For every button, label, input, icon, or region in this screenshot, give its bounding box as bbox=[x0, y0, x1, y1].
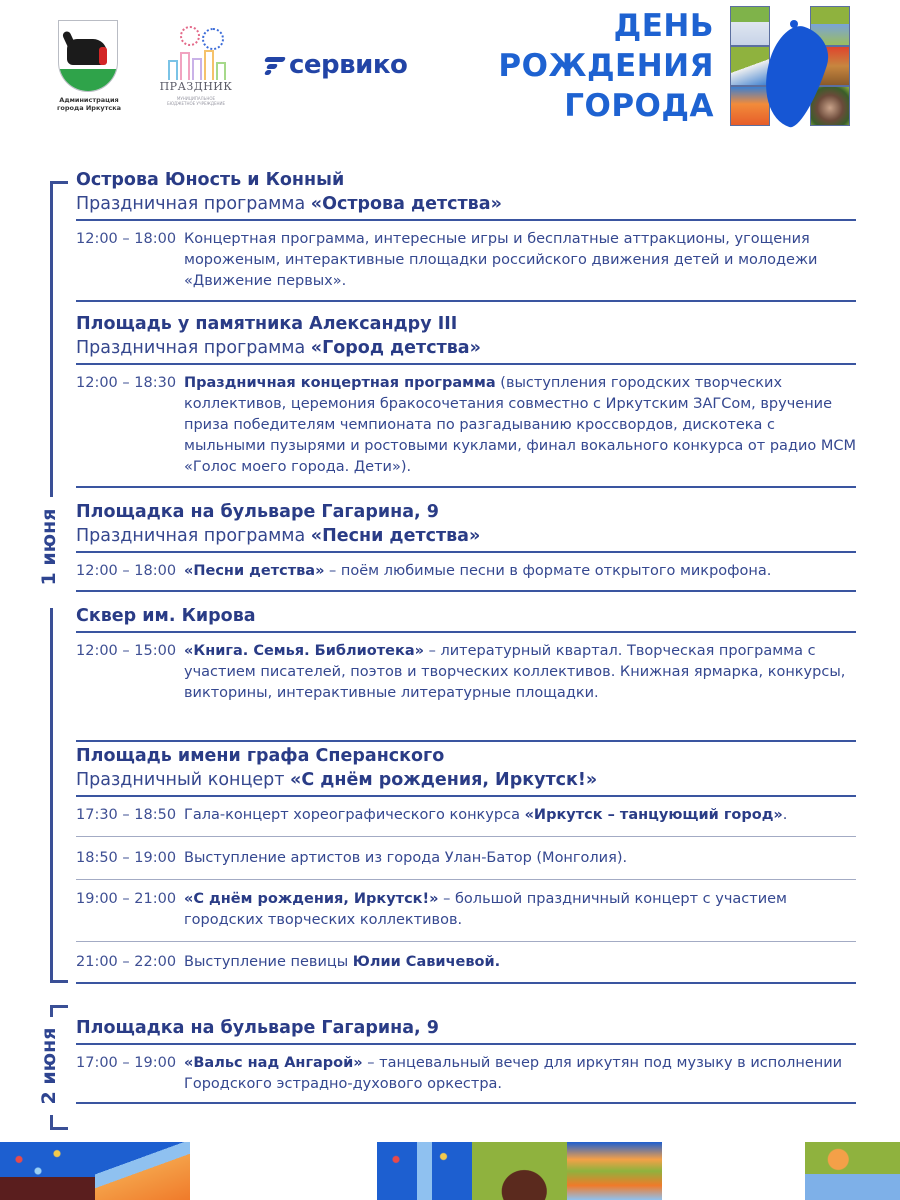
schedule-item bbox=[76, 553, 856, 582]
schedule-item bbox=[76, 1045, 856, 1095]
venue-section bbox=[76, 500, 856, 592]
section-divider bbox=[76, 982, 856, 984]
serviko-logo-icon bbox=[263, 55, 285, 75]
venue-title: Сквер им. Кирова bbox=[76, 606, 256, 626]
coat-of-arms-icon bbox=[58, 20, 118, 92]
prazdnik-logo bbox=[158, 24, 234, 114]
venue-title: Площадка на бульваре Гагарина, 9 bbox=[76, 502, 439, 522]
schedule-item bbox=[76, 633, 856, 704]
item-time: 17:30 – 18:50 bbox=[76, 807, 177, 823]
title-line-2: РОЖДЕНИЯ bbox=[498, 48, 714, 84]
admin-logo-caption: Администрация города Иркутска bbox=[56, 96, 122, 112]
item-time: 12:00 – 15:00 bbox=[76, 643, 177, 659]
item-time: 12:00 – 18:00 bbox=[76, 231, 177, 247]
admin-irkutsk-logo bbox=[56, 20, 122, 115]
item-description: «Песни детства» – поём любимые песни в формате открытого микрофона. bbox=[184, 563, 772, 579]
day2-date-label: 2 июня bbox=[38, 1027, 60, 1105]
section-divider bbox=[76, 1102, 856, 1104]
venue-title: Площадь у памятника Александру III bbox=[76, 314, 458, 334]
item-time: 19:00 – 21:00 bbox=[76, 891, 177, 907]
item-description: Выступление певицы Юлии Савичевой. bbox=[184, 954, 501, 970]
tower-illustration-icon bbox=[377, 1142, 472, 1200]
day1-bracket-lower bbox=[50, 608, 53, 983]
section-divider bbox=[76, 590, 856, 592]
venue-section bbox=[76, 312, 856, 488]
venue-title: Площадь имени графа Сперанского bbox=[76, 746, 445, 766]
item-description: «Книга. Семья. Библиотека» – литературный квартал. Творческая программа с участием писателей, поэтов и творческих коллективов. Книжная ярмарка, конкурсы, викторины, интерактивные литературные площадки. bbox=[184, 643, 846, 701]
item-time: 18:50 – 19:00 bbox=[76, 850, 177, 866]
day1-date-label: 1 июня bbox=[38, 508, 60, 586]
bottom-illustration-center bbox=[377, 1142, 662, 1200]
item-description: Праздничная концертная программа (выступления городских творческих коллективов, церемония бракосочетания совместно с Иркутским ЗАГСом, вручение приза победителям чемпионата по разгадыванию кроссвордов, дискотека с мыльными пузырями и ростовыми куклами, финал вокального конкурса от радио МСМ «Голос моего города. Дети»). bbox=[184, 375, 857, 475]
title-line-3: ГОРОДА bbox=[564, 88, 714, 124]
prazdnik-logo-subtitle: МУНИЦИПАЛЬНОЕ БЮДЖЕТНОЕ УЧРЕЖДЕНИЕ bbox=[166, 96, 226, 106]
venue-section bbox=[76, 168, 856, 302]
item-description: Концертная программа, интересные игры и бесплатные аттракционы, угощения мороженым, интерактивные площадки российского движения детей и молодежи «Движение первых». bbox=[184, 231, 818, 289]
city-collage-icon bbox=[730, 6, 852, 126]
section-divider bbox=[76, 300, 856, 302]
venue-section bbox=[76, 604, 856, 704]
program-title: Праздничный концерт «С днём рождения, Иркутск!» bbox=[76, 770, 598, 790]
section-divider bbox=[76, 486, 856, 488]
program-title: Праздничная программа «Песни детства» bbox=[76, 526, 481, 546]
item-description: «Вальс над Ангарой» – танцевальный вечер для иркутян под музыку в исполнении Городского эстрадно-духового оркестра. bbox=[184, 1055, 843, 1092]
day2-bracket-bottom-tick bbox=[50, 1127, 68, 1130]
title-line-1: ДЕНЬ bbox=[613, 8, 714, 44]
schedule-item bbox=[76, 837, 856, 869]
item-description: Выступление артистов из города Улан-Батор (Монголия). bbox=[184, 850, 628, 866]
header bbox=[0, 0, 900, 140]
item-time: 12:00 – 18:00 bbox=[76, 563, 177, 579]
ship-illustration-icon bbox=[0, 1142, 95, 1200]
venue-title: Площадка на бульваре Гагарина, 9 bbox=[76, 1018, 439, 1038]
babr-illustration-icon bbox=[472, 1142, 567, 1200]
day1-bracket-bottom-tick bbox=[50, 980, 68, 983]
boat-illustration-icon bbox=[567, 1142, 662, 1200]
bottom-illustration-right bbox=[805, 1142, 900, 1200]
item-description: «С днём рождения, Иркутск!» – большой праздничный концерт с участием городских творческих коллективов. bbox=[184, 891, 787, 928]
building-illustration-icon bbox=[95, 1142, 190, 1200]
schedule-item bbox=[76, 880, 856, 931]
prazdnik-logo-name: ПРАЗДНИК bbox=[159, 80, 233, 93]
schedule-item bbox=[76, 797, 856, 826]
item-time: 12:00 – 18:30 bbox=[76, 375, 177, 391]
day1-bracket-upper bbox=[50, 181, 53, 497]
item-time: 21:00 – 22:00 bbox=[76, 954, 177, 970]
serviko-logo bbox=[263, 50, 407, 80]
program-title: Праздничная программа «Город детства» bbox=[76, 338, 481, 358]
section-divider bbox=[76, 740, 856, 742]
bottom-illustration-left bbox=[0, 1142, 190, 1200]
prazdnik-logo-icon bbox=[166, 26, 228, 80]
venue-title: Острова Юность и Конный bbox=[76, 170, 345, 190]
item-time: 17:00 – 19:00 bbox=[76, 1055, 177, 1071]
serviko-logo-text: сервико bbox=[289, 50, 408, 80]
day2-bracket-upper bbox=[50, 1005, 53, 1017]
venue-section bbox=[76, 1016, 856, 1104]
dam-illustration-icon bbox=[805, 1142, 900, 1200]
schedule-item bbox=[76, 365, 856, 478]
page-title bbox=[498, 6, 714, 126]
venue-section bbox=[76, 740, 856, 984]
item-description: Гала-концерт хореографического конкурса «Иркутск – танцующий город». bbox=[184, 807, 788, 823]
program-title: Праздничная программа «Острова детства» bbox=[76, 194, 502, 214]
schedule-item bbox=[76, 221, 856, 292]
schedule-item bbox=[76, 942, 856, 973]
